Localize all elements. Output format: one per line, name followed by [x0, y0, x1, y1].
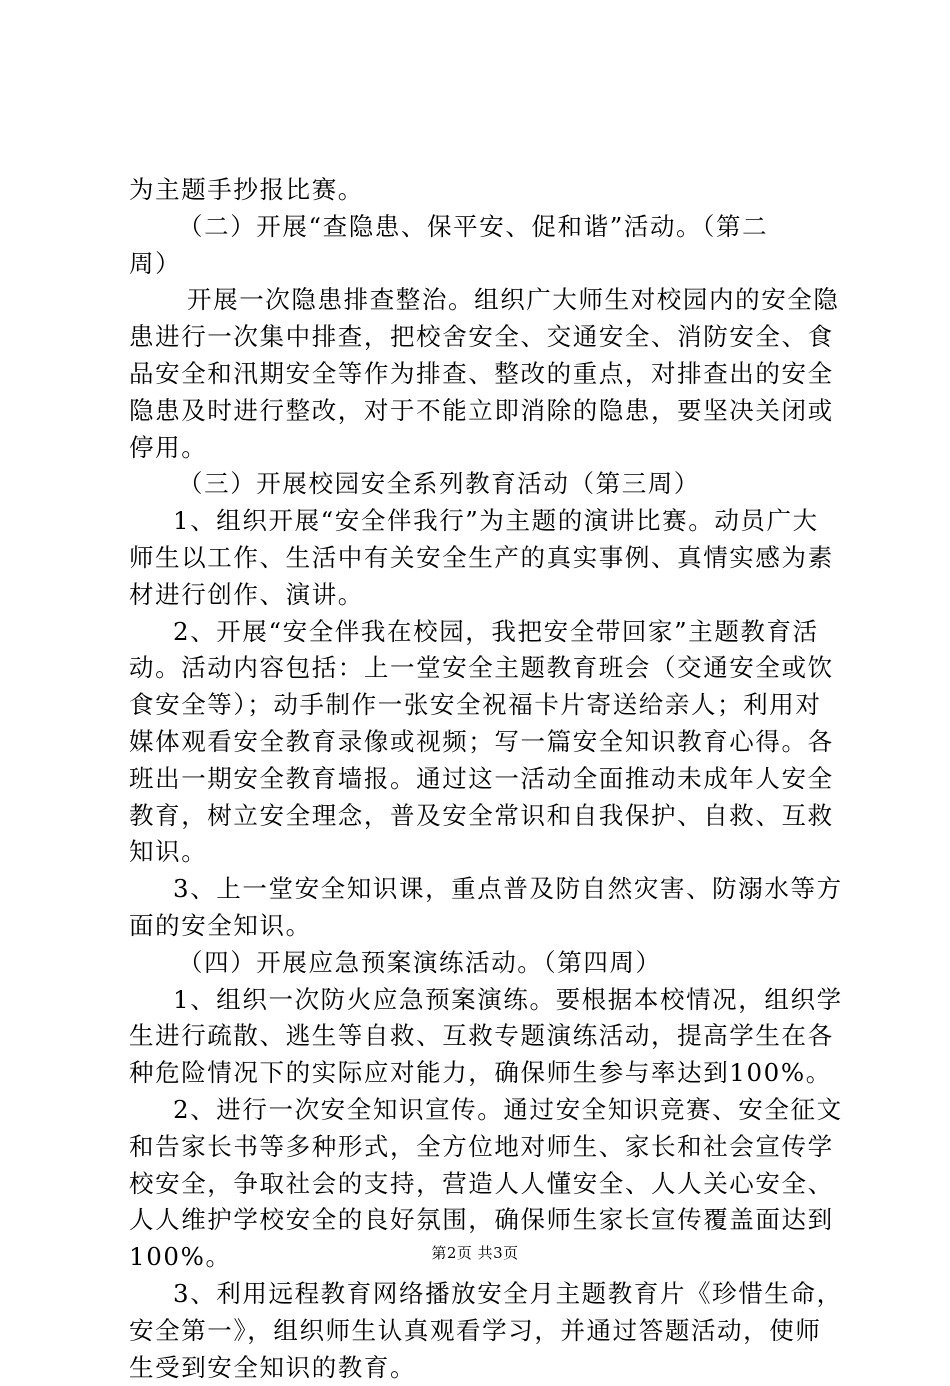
text-line: 人人维护学校安全的良好氛围，确保师生家长宣传覆盖面达到: [129, 1202, 829, 1239]
page-number-label: 第2页 共3页: [431, 1244, 518, 1262]
paragraph-start: 3、利用远程教育网络播放安全月主题教育片《珍惜生命，: [129, 1276, 829, 1313]
paragraph-start: 3、上一堂安全知识课，重点普及防自然灾害、防溺水等方: [129, 871, 829, 908]
text-line: 为主题手抄报比赛。: [129, 172, 829, 209]
text-line: 教育，树立安全理念，普及安全常识和自我保护、自救、互救: [129, 798, 829, 835]
document-body: [129, 172, 829, 1386]
text-line: 生进行疏散、逃生等自救、互救专题演练活动，提高学生在各: [129, 1018, 829, 1055]
text-line: 材进行创作、演讲。: [129, 577, 829, 614]
text-line: 和告家长书等多种形式，全方位地对师生、家长和社会宣传学: [129, 1129, 829, 1166]
text-line: 隐患及时进行整改，对于不能立即消除的隐患，要坚决关闭或: [129, 393, 829, 430]
text-line: 周）: [129, 246, 829, 283]
paragraph-start: 1、组织一次防火应急预案演练。要根据本校情况，组织学: [129, 982, 829, 1019]
text-line: 师生以工作、生活中有关安全生产的真实事例、真情实感为素: [129, 540, 829, 577]
text-line: 校安全，争取社会的支持，营造人人懂安全、人人关心安全、: [129, 1166, 829, 1203]
section-heading: （三）开展校园安全系列教育活动（第三周）: [129, 466, 829, 503]
section-heading: （二）开展“查隐患、保平安、促和谐”活动。（第二: [129, 209, 829, 246]
text-line: 种危险情况下的实际应对能力，确保师生参与率达到100%。: [129, 1055, 829, 1092]
text-line: 生受到安全知识的教育。: [129, 1350, 829, 1386]
text-line: 媒体观看安全教育录像或视频；写一篇安全知识教育心得。各: [129, 724, 829, 761]
text-line: 停用。: [129, 430, 829, 467]
paragraph-start: 1、组织开展“安全伴我行”为主题的演讲比赛。动员广大: [129, 503, 829, 540]
text-line: 患进行一次集中排查，把校舍安全、交通安全、消防安全、食: [129, 319, 829, 356]
paragraph-start: 开展一次隐患排查整治。组织广大师生对校园内的安全隐: [129, 282, 829, 319]
page-footer: [0, 1242, 950, 1263]
text-line: 安全第一》，组织师生认真观看学习，并通过答题活动，使师: [129, 1313, 829, 1350]
text-line: 100%。: [129, 1239, 829, 1276]
text-line: 食安全等）；动手制作一张安全祝福卡片寄送给亲人；利用对: [129, 687, 829, 724]
text-line: 动。活动内容包括：上一堂安全主题教育班会（交通安全或饮: [129, 650, 829, 687]
paragraph-start: 2、进行一次安全知识宣传。通过安全知识竞赛、安全征文: [129, 1092, 829, 1129]
section-heading: （四）开展应急预案演练活动。（第四周）: [129, 945, 829, 982]
text-line: 班出一期安全教育墙报。通过这一活动全面推动未成年人安全: [129, 761, 829, 798]
text-line: 品安全和汛期安全等作为排查、整改的重点，对排查出的安全: [129, 356, 829, 393]
text-line: 知识。: [129, 834, 829, 871]
paragraph-start: 2、开展“安全伴我在校园，我把安全带回家”主题教育活: [129, 614, 829, 651]
text-line: 面的安全知识。: [129, 908, 829, 945]
